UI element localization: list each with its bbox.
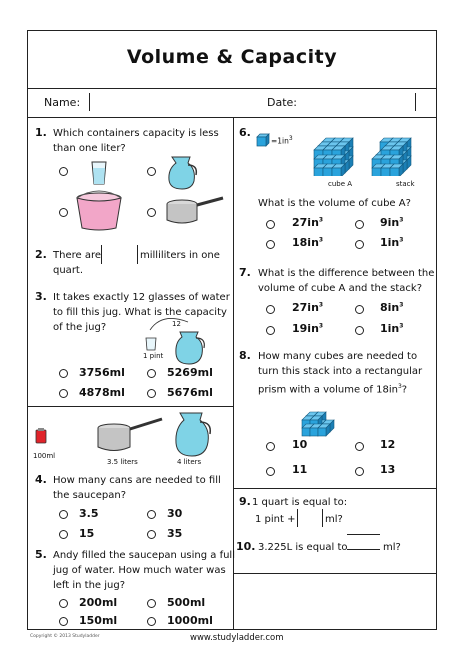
- q8-radio-b[interactable]: [355, 442, 364, 451]
- q7-option-d: [380, 322, 403, 335]
- q4-text-2: the saucepan?: [53, 490, 127, 501]
- q1-radio-glass[interactable]: [59, 167, 68, 176]
- q8-stack-illustration: [300, 398, 362, 438]
- cube-front-face: [314, 168, 323, 176]
- q2-text-before: There are: [53, 250, 101, 261]
- q1-text-1: Which containers capacity is less: [53, 128, 219, 139]
- q9-text-1: 1 quart is equal to:: [252, 497, 348, 508]
- unit-cube-label: [271, 135, 293, 146]
- right-section-divider: [233, 488, 437, 489]
- q4-radio-c[interactable]: [59, 530, 68, 539]
- q9-text-2a: 1 pint +: [255, 514, 296, 525]
- q4-option-c: 15: [79, 527, 95, 540]
- q5-radio-b[interactable]: [147, 599, 156, 608]
- q1-radio-bucket[interactable]: [59, 208, 68, 217]
- q8-option-d: 13: [380, 463, 396, 476]
- q9-number: 9.: [239, 495, 251, 508]
- q8-option-b: 12: [380, 438, 396, 451]
- date-field[interactable]: [300, 93, 412, 111]
- q7-option-c-sup: 3: [318, 322, 324, 330]
- q6-radio-c[interactable]: [266, 240, 275, 249]
- bucket-icon: [74, 190, 124, 232]
- cube-front-face: [323, 168, 332, 176]
- can-icon: [35, 428, 47, 444]
- cube-a-illustration: [312, 132, 370, 176]
- q7-option-a-sup: 3: [318, 301, 324, 309]
- name-field[interactable]: [92, 93, 232, 111]
- footer-url: www.studyladder.com: [190, 633, 284, 643]
- jug-icon: [170, 410, 214, 458]
- stack-illustration: [370, 132, 432, 176]
- unit-cube-icon: [256, 133, 270, 147]
- q6-option-b-sup: 3: [399, 216, 404, 224]
- q9-text-2b: ml?: [325, 514, 343, 525]
- q7-number: 7.: [239, 266, 251, 279]
- q9-answer-field[interactable]: [299, 509, 321, 527]
- q3-radio-a[interactable]: [59, 369, 68, 378]
- q7-option-a-text: 27in: [292, 301, 319, 314]
- q6-question: What is the volume of cube A?: [258, 198, 411, 209]
- cube-front-face: [332, 168, 341, 176]
- q7-option-b: [380, 301, 403, 314]
- q3-text-1: It takes exactly 12 glasses of water: [53, 292, 230, 303]
- q5-option-a: 200ml: [79, 596, 118, 609]
- q7-text-2: volume of cube A and the stack?: [258, 283, 423, 294]
- q3-text-2: to fill this jug. What is the capacity: [53, 307, 227, 318]
- q7-option-d-sup: 3: [399, 322, 404, 330]
- q8-text-3-main: prism with a volume of 18in: [258, 384, 398, 396]
- q1-radio-jug[interactable]: [147, 167, 156, 176]
- q2-text-after: milliliters in one: [140, 250, 220, 261]
- q7-option-b-text: 8in: [380, 301, 400, 314]
- jug-label: 4 liters: [177, 458, 202, 466]
- q3-radio-c[interactable]: [59, 389, 68, 398]
- q8-radio-d[interactable]: [355, 467, 364, 476]
- q7-option-a: [292, 301, 323, 314]
- cube-a-label: cube A: [328, 180, 353, 188]
- q1-text-2: than one liter?: [53, 143, 126, 154]
- q10-number: 10.: [236, 540, 256, 553]
- q7-option-d-text: 1in: [380, 322, 400, 335]
- cube-front-face: [302, 428, 310, 436]
- q7-radio-a[interactable]: [266, 305, 275, 314]
- q9-blank-left: [297, 509, 298, 527]
- q8-radio-a[interactable]: [266, 442, 275, 451]
- q7-radio-d[interactable]: [355, 326, 364, 335]
- q7-radio-b[interactable]: [355, 305, 364, 314]
- jug-icon: [164, 153, 200, 191]
- q6-number: 6.: [239, 126, 251, 139]
- q6-option-a-text: 27in: [292, 216, 319, 229]
- q5-number: 5.: [35, 548, 47, 561]
- q4-option-b: 30: [167, 507, 183, 520]
- q5-radio-d[interactable]: [147, 617, 156, 626]
- q2-number: 2.: [35, 248, 47, 261]
- q3-text-3: of the jug?: [53, 322, 107, 333]
- q1-number: 1.: [35, 126, 47, 139]
- date-label: Date:: [267, 96, 297, 109]
- q5-option-c: 150ml: [79, 614, 118, 627]
- q4-option-d: 35: [167, 527, 183, 540]
- q8-number: 8.: [239, 349, 251, 362]
- q3-glass-count: 12: [172, 320, 181, 328]
- copyright-text: Copyright © 2013 Studyladder: [30, 634, 100, 639]
- q6-radio-b[interactable]: [355, 220, 364, 229]
- q10-answer-field[interactable]: [347, 534, 380, 550]
- q8-text-3-sup: 3: [397, 383, 402, 390]
- q2-blank-right: [137, 245, 138, 264]
- q6-option-a-sup: 3: [318, 216, 324, 224]
- q7-option-b-sup: 3: [399, 301, 404, 309]
- q6-option-b-text: 9in: [380, 216, 400, 229]
- name-label: Name:: [44, 96, 81, 109]
- q6-option-a: [292, 216, 323, 229]
- header-divider: [27, 117, 437, 118]
- q5-text-1: Andy filled the saucepan using a full: [53, 550, 235, 561]
- q3-option-b: 5269ml: [167, 366, 213, 379]
- q8-radio-c[interactable]: [266, 467, 275, 476]
- q8-text-3: [258, 379, 407, 397]
- right-bottom-divider: [233, 573, 437, 574]
- q6-option-d: [380, 236, 403, 249]
- q6-radio-d[interactable]: [355, 240, 364, 249]
- q6-option-b: [380, 216, 403, 229]
- q10-text: 3.225L is equal to: [258, 542, 348, 553]
- q7-radio-c[interactable]: [266, 326, 275, 335]
- page-title: Volume & Capacity: [126, 46, 338, 68]
- cube-front-face: [381, 168, 390, 176]
- q3-option-a: 3756ml: [79, 366, 125, 379]
- title-divider: [27, 88, 437, 89]
- q3-glass-label: 1 pint: [143, 352, 164, 360]
- q4-option-a: 3.5: [79, 507, 99, 520]
- unit-cube-label-text: =1in: [271, 136, 289, 146]
- q4-radio-a[interactable]: [59, 510, 68, 519]
- glass-icon: [90, 160, 108, 186]
- q6-option-c: [292, 236, 323, 249]
- cube-front-face: [318, 428, 326, 436]
- cube-front-face: [390, 168, 399, 176]
- q3-radio-b[interactable]: [147, 369, 156, 378]
- stack-label: stack: [396, 180, 415, 188]
- q5-option-d: 1000ml: [167, 614, 213, 627]
- unit-cube-label-sup: 3: [288, 135, 293, 142]
- saucepan-icon: [165, 196, 225, 226]
- q4-radio-d[interactable]: [147, 530, 156, 539]
- q5-option-b: 500ml: [167, 596, 206, 609]
- q3-option-c: 4878ml: [79, 386, 125, 399]
- q1-radio-saucepan[interactable]: [147, 208, 156, 217]
- q5-radio-a[interactable]: [59, 599, 68, 608]
- date-field-marker: [415, 93, 416, 111]
- q3-option-d: 5676ml: [167, 386, 213, 399]
- q10-blank-top: [347, 534, 380, 535]
- q4-text-1: How many cans are needed to fill: [53, 475, 221, 486]
- q7-option-c: [292, 322, 323, 335]
- q5-text-3: left in the jug?: [53, 580, 126, 591]
- q8-text-2: turn this stack into a rectangular: [258, 366, 423, 377]
- q3-radio-d[interactable]: [147, 389, 156, 398]
- q8-option-c: 11: [292, 463, 308, 476]
- cube-front-face: [310, 428, 318, 436]
- saucepan-label: 3.5 liters: [107, 458, 138, 466]
- q6-option-c-sup: 3: [318, 236, 324, 244]
- can-label: 100ml: [33, 452, 56, 460]
- q4-radio-b[interactable]: [147, 510, 156, 519]
- q2-answer-field[interactable]: [103, 245, 136, 264]
- q6-radio-a[interactable]: [266, 220, 275, 229]
- q10-text-end: ml?: [383, 542, 401, 553]
- name-field-marker: [89, 93, 90, 111]
- q7-text-1: What is the difference between the: [258, 268, 435, 279]
- q2-text-2: quart.: [53, 265, 84, 276]
- q8-option-a: 10: [292, 438, 308, 451]
- q4-number: 4.: [35, 473, 47, 486]
- q5-radio-c[interactable]: [59, 617, 68, 626]
- q8-text-3-end: ?: [401, 384, 408, 396]
- q3-number: 3.: [35, 290, 47, 303]
- left-section-divider: [27, 406, 233, 407]
- q7-option-c-text: 19in: [292, 322, 319, 335]
- q8-text-1: How many cubes are needed to: [258, 351, 418, 362]
- q2-blank-left: [101, 245, 102, 264]
- q9-blank-right: [322, 509, 323, 527]
- saucepan-icon: [96, 414, 166, 454]
- q5-text-2: jug of water. How much water was: [53, 565, 226, 576]
- q6-option-d-text: 1in: [380, 236, 400, 249]
- q6-option-c-text: 18in: [292, 236, 319, 249]
- cube-front-face: [372, 168, 381, 176]
- q6-option-d-sup: 3: [399, 236, 404, 244]
